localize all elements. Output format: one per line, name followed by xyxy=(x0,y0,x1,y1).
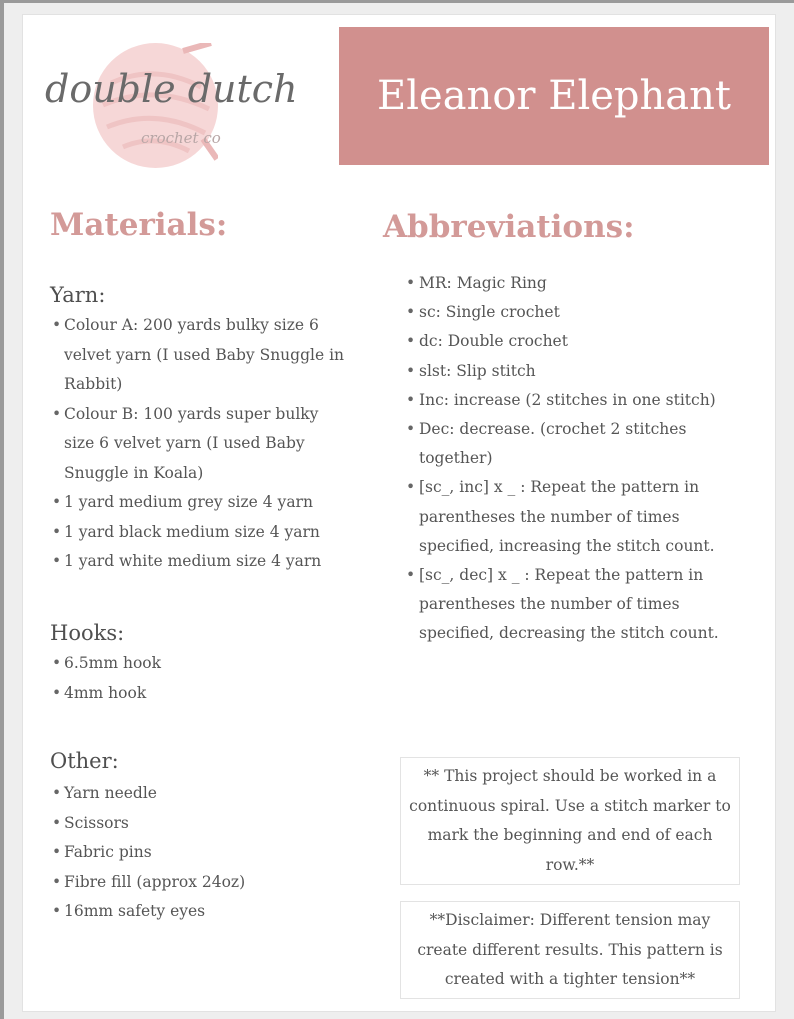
list-item: • Colour B: 100 yards super bulky size 6 velvet yarn (I used Baby Snuggle in Koala) xyxy=(50,400,350,489)
list-item: • 4mm hook xyxy=(50,679,350,709)
list-item: • Dec: decrease. (crochet 2 stitches together) xyxy=(401,415,731,473)
logo-tagline: crochet co xyxy=(141,129,221,147)
window-left-border xyxy=(0,0,4,1019)
title-banner xyxy=(339,27,769,165)
list-item: • Fabric pins xyxy=(50,838,350,868)
yarn-list xyxy=(50,311,350,577)
hooks-heading: Hooks: xyxy=(50,621,125,645)
other-list xyxy=(50,779,350,927)
pattern-title: Eleanor Elephant xyxy=(377,73,731,119)
brand-logo xyxy=(45,33,305,168)
list-item: • sc: Single crochet xyxy=(401,298,731,327)
hooks-list xyxy=(50,649,350,708)
materials-heading: Materials: xyxy=(50,207,228,243)
list-item: • 1 yard medium grey size 4 yarn xyxy=(50,488,350,518)
list-item: • 1 yard black medium size 4 yarn xyxy=(50,518,350,548)
list-item: • [sc_, inc] x _ : Repeat the pattern in parentheses the number of times specified, increasing the stitch count. xyxy=(401,473,731,561)
list-item: • [sc_, dec] x _ : Repeat the pattern in parentheses the number of times specified, decreasing the stitch count. xyxy=(401,561,731,649)
list-item: • Inc: increase (2 stitches in one stitch) xyxy=(401,386,731,415)
other-heading: Other: xyxy=(50,749,119,773)
spiral-note: ** This project should be worked in a continuous spiral. Use a stitch marker to mark the beginning and end of each row.** xyxy=(400,757,740,885)
abbreviations-list xyxy=(401,269,731,649)
window-top-border xyxy=(0,0,794,3)
logo-name: double dutch xyxy=(45,67,298,111)
list-item: • 6.5mm hook xyxy=(50,649,350,679)
list-item: • 16mm safety eyes xyxy=(50,897,350,927)
list-item: • slst: Slip stitch xyxy=(401,357,731,386)
list-item: • dc: Double crochet xyxy=(401,327,731,356)
yarn-heading: Yarn: xyxy=(50,283,106,307)
list-item: • 1 yard white medium size 4 yarn xyxy=(50,547,350,577)
list-item: • Yarn needle xyxy=(50,779,350,809)
pattern-page xyxy=(22,14,776,1012)
abbreviations-heading: Abbreviations: xyxy=(383,209,635,245)
list-item: • MR: Magic Ring xyxy=(401,269,731,298)
list-item: • Scissors xyxy=(50,809,350,839)
disclaimer-note: **Disclaimer: Different tension may create different results. This pattern is created with a tighter tension** xyxy=(400,901,740,999)
list-item: • Colour A: 200 yards bulky size 6 velvet yarn (I used Baby Snuggle in Rabbit) xyxy=(50,311,350,400)
list-item: • Fibre fill (approx 24oz) xyxy=(50,868,350,898)
